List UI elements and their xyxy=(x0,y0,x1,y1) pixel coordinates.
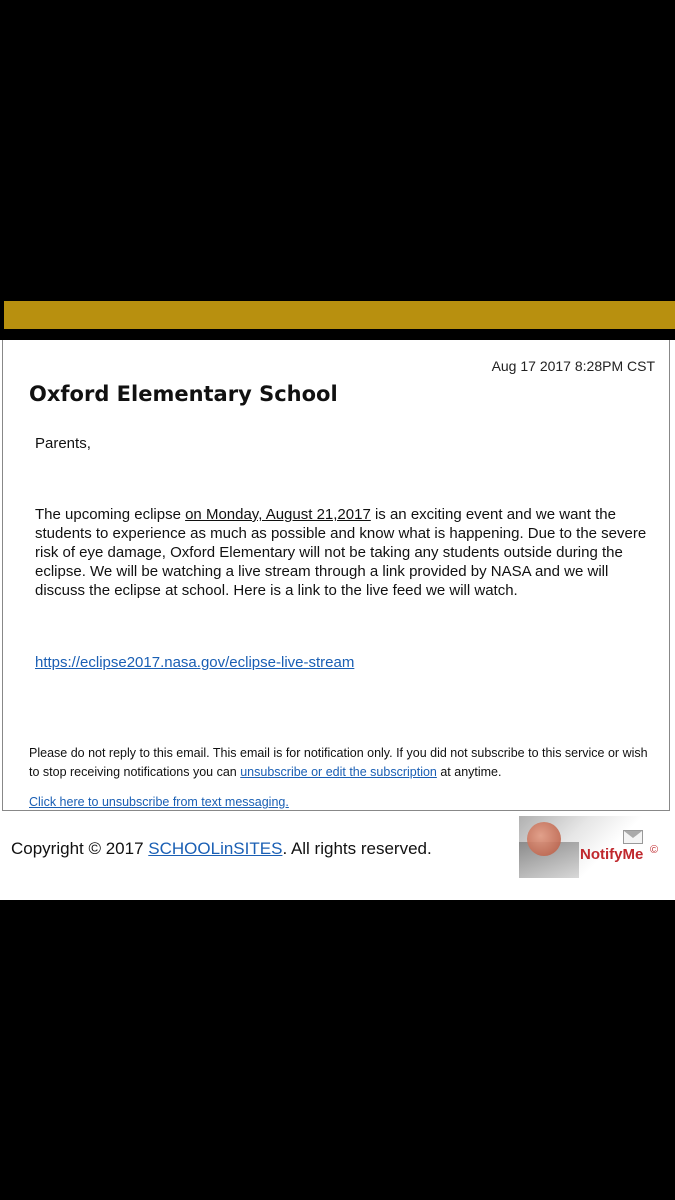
email-timestamp: Aug 17 2017 8:28PM CST xyxy=(491,358,655,374)
school-name: Oxford Elementary School xyxy=(29,382,338,406)
email-body xyxy=(35,505,657,600)
unsubscribe-edit-link[interactable]: unsubscribe or edit the subscription xyxy=(240,765,437,779)
gold-header-bar xyxy=(4,301,675,329)
body-text-start: The upcoming eclipse xyxy=(35,506,186,523)
copyright-prefix: Copyright © 2017 xyxy=(11,839,149,858)
notifyme-brand: NotifyMe xyxy=(580,846,644,863)
eclipse-date: on Monday, August 21,2017 xyxy=(185,506,371,523)
footnote-text-end: at anytime. xyxy=(436,765,502,779)
schoolinsites-link[interactable]: SCHOOLinSITES xyxy=(148,839,283,858)
email-greeting: Parents, xyxy=(35,435,91,452)
email-screenshot xyxy=(0,298,675,900)
copyright-suffix: . All rights reserved. xyxy=(282,839,432,858)
notifyme-logo xyxy=(519,816,665,878)
top-bar xyxy=(0,298,675,340)
notifyme-copyright-mark: © xyxy=(650,844,659,856)
footnote-text: Please do not reply to this email. This email is for notification only. If you did not subscribe to this service or wish to stop receiving notifications you can xyxy=(29,746,648,779)
heart-icon xyxy=(527,822,561,856)
live-stream-link[interactable]: https://eclipse2017.nasa.gov/eclipse-live-stream xyxy=(35,654,355,671)
envelope-icon xyxy=(623,830,643,844)
unsubscribe-sms-link[interactable]: Click here to unsubscribe from text messaging. xyxy=(29,795,289,809)
body-text-rest: is an exciting event and we want the students to experience as much as possible and know what is happening. Due to the severe risk of eye damage, Oxford Elementary will not be taking any students outside during the eclipse. We will be watching a live stream through a link provided by NASA and we will discuss the eclipse at school. Here is a link to the live feed we will watch. xyxy=(35,506,647,599)
email-footnote xyxy=(29,744,659,782)
copyright-notice xyxy=(11,839,432,859)
email-card xyxy=(2,340,670,811)
